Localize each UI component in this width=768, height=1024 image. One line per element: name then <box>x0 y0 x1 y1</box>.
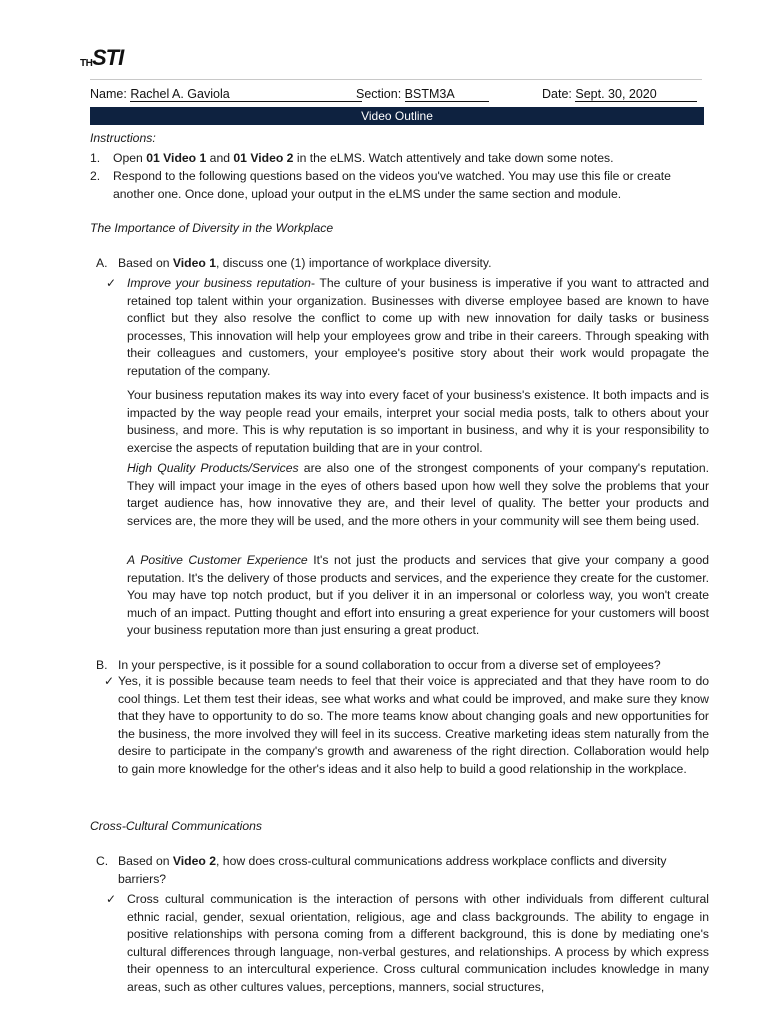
answer-a-paragraph-1: Improve your business reputation- The culture of your business is imperative if you want to attracted and retained top talent within your organization. Businesses with diverse employee based are known to have conflict but they also resolve the conflict to come up with new innovation for daily tasks or business processes, This innovation will help your employees grow and tribe in their careers. Through speaking with their colleagues and customers, your employee's positive story about their work would propagate the reputation of the company. <box>127 276 710 378</box>
check-icon: ✓ <box>106 276 117 290</box>
check-icon: ✓ <box>106 892 117 906</box>
question-b: In your perspective, is it possible for a sound collaboration to occur from a diverse set of employees? <box>118 658 661 672</box>
section-heading: The Importance of Diversity in the Workplace <box>90 221 334 235</box>
section-heading: Cross-Cultural Communications <box>90 819 263 833</box>
name-field <box>90 87 362 102</box>
header-divider <box>90 79 702 80</box>
section-label: Section: <box>356 87 402 101</box>
logo-name: STI <box>92 45 124 70</box>
instructions-heading: Instructions: <box>90 131 156 145</box>
question-letter: C. <box>96 854 109 868</box>
question-letter: A. <box>96 256 108 270</box>
name-value: Rachel A. Gaviola <box>130 87 362 102</box>
question-a: Based on Video 1, discuss one (1) importance of workplace diversity. <box>118 256 492 270</box>
check-icon: ✓ <box>104 674 115 688</box>
answer-a-paragraph-4: A Positive Customer Experience It's not just the products and services that give your company a good reputation. It's the delivery of those products and services, and the experience they create for the customer. You may have top notch product, but if you deliver it in an impersonal or colorless way, you won't create much of an impact. Putting thought and effort into ensuring a great experience for your customers will boost your business reputation more than just ensuring a great product. <box>127 553 710 637</box>
instruction-item: Respond to the following questions based on the videos you've watched. You may use this file or create another one. Once done, upload your output in the eLMS under the same section and module. <box>113 169 671 201</box>
instruction-number: 2. <box>90 169 101 183</box>
question-c: Based on Video 2, how does cross-cultural communications address workplace conflicts and diversity barriers? <box>118 854 667 886</box>
date-value: Sept. 30, 2020 <box>575 87 697 102</box>
answer-a-paragraph-2: Your business reputation makes its way into every facet of your business's existence. It both impacts and is impacted by the way people read your emails, interpret your social media posts, talk to others about your business, and more. This is why reputation is so important in business, and why it is your responsibility to exercise the aspects of reputation building that are in your control. <box>127 388 709 455</box>
instruction-item: Open 01 Video 1 and 01 Video 2 in the eLMS. Watch attentively and take down some notes. <box>113 151 614 165</box>
answer-b: Yes, it is possible because team needs to feel that their voice is appreciated and that they have room to do cool things. Let them test their ideas, see what works and what could be improved, and make sure they know that they have to opportunity to do so. The more teams know about changing goals and new opportunities for the business, the more involved they will feel in its success. Creative marketing ideas stem naturally from the desire to participate in the company's growth and awareness of the right direction. Collaboration would help to gain more knowledge for the other's ideas and it also help to build a good relationship in the workplace. <box>118 674 709 776</box>
title-bar: Video Outline <box>90 107 704 125</box>
section-field <box>356 87 489 102</box>
answer-c: Cross cultural communication is the interaction of persons with other individuals from different cultural ethnic racial, gender, sexual orientation, religious, age and class backgrounds. The ability to engage in positive relationships with persona coming from a different background, this is done by mediating one's cultural differences through language, non-verbal gestures, and relationships. A process by which express their openness to an intercultural experience. Cross cultural communication includes knowledge in many areas, such as other cultures values, perceptions, manners, social structures, <box>127 892 709 994</box>
question-letter: B. <box>96 658 108 672</box>
answer-a-paragraph-3: High Quality Products/Services are also one of the strongest components of your company's reputation. They will impact your image in the eyes of others based upon how well they solve the problems that your target audience has, how innovative they are, and their level of quality. The better your products and services are, the more they will be used, and the more others in your community will see them being used. <box>127 461 710 528</box>
logo-prefix: TH <box>80 58 93 69</box>
instruction-number: 1. <box>90 151 101 165</box>
name-label: Name: <box>90 87 127 101</box>
date-label: Date: <box>542 87 572 101</box>
date-field <box>542 87 697 102</box>
section-value: BSTM3A <box>405 87 489 102</box>
sti-logo <box>80 44 140 72</box>
